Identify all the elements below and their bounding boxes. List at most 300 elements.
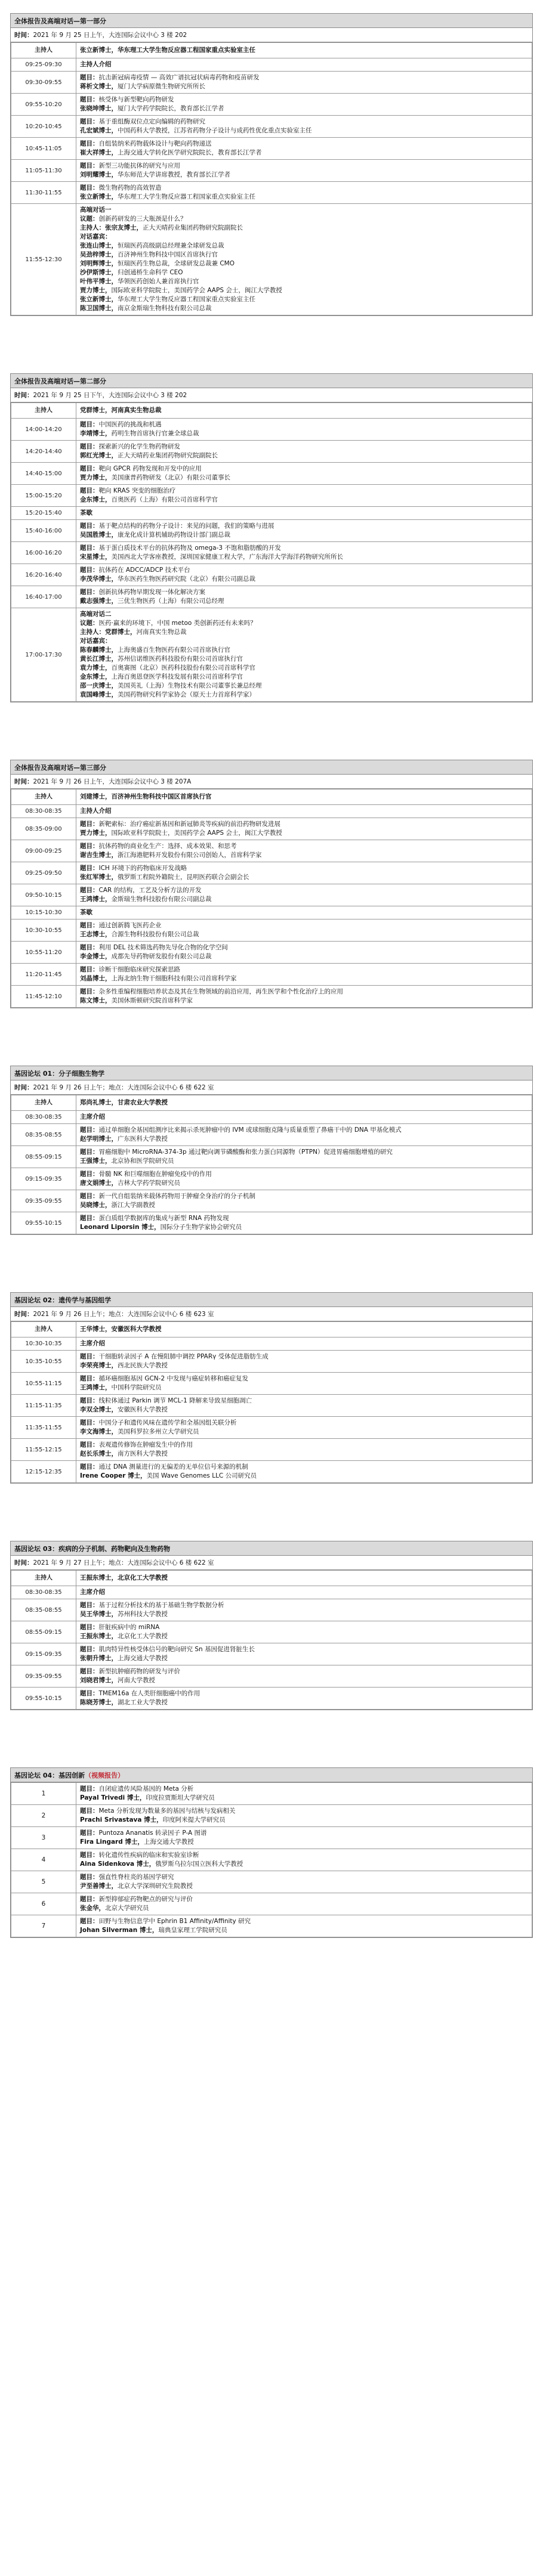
detail-text: TMEM16a 在人类肝细胞癌中的作用 [98, 1690, 200, 1697]
detail-label: 题目： [80, 522, 99, 530]
time-slot: 09:25-09:30 [11, 58, 76, 72]
detail-label: 邵一庆博士， [80, 682, 118, 689]
talk-details [76, 1783, 532, 1805]
detail-line [80, 1113, 528, 1122]
schedule-row [11, 1849, 532, 1871]
forum-4 [10, 1767, 533, 1938]
detail-label: 题目： [80, 944, 99, 951]
session-1-meta [11, 28, 532, 42]
detail-line [80, 429, 528, 438]
detail-line [80, 295, 528, 304]
time-slot: 10:15-10:30 [11, 906, 76, 919]
detail-text: 北京化工大学教授 [118, 1633, 168, 1640]
detail-line [80, 575, 528, 584]
detail-line [80, 873, 528, 882]
time-slot: 11:55-12:30 [11, 204, 76, 315]
detail-text: 华东理工大学生物反应器工程国家重点实验室主任 [118, 193, 255, 200]
detail-text: 肝脏疾病中的 miRNA [98, 1624, 160, 1631]
detail-label: 题目： [80, 184, 99, 191]
detail-line [80, 82, 528, 91]
forum-2-host-row [11, 1322, 532, 1337]
detail-line [80, 1904, 528, 1913]
detail-text: 新型抑郁症药物靶点的研究与评价 [98, 1896, 193, 1903]
detail-text: 探索新兴的化学生物药物研发 [98, 443, 180, 450]
schedule-row [11, 1461, 532, 1483]
detail-label: 题目： [80, 1193, 99, 1200]
detail-label: 题目： [80, 1463, 99, 1470]
detail-text: 金斯瑞生物科技股份有限公司副总裁 [111, 896, 212, 903]
detail-line [80, 496, 528, 504]
session-3-rows [11, 805, 532, 1008]
detail-label: 议题： [80, 215, 99, 222]
time-slot: 08:55-09:15 [11, 1621, 76, 1643]
detail-text: Puntoza Ananatis 转录因子 P-A 图谱 [98, 1829, 207, 1837]
talk-details [76, 542, 532, 564]
detail-label: 张金华， [80, 1905, 105, 1912]
schedule-row [11, 1439, 532, 1461]
detail-line [80, 268, 528, 277]
talk-details [76, 805, 532, 818]
talk-index: 2 [11, 1805, 76, 1827]
detail-text: 美国科罗拉多州立大学研究员 [118, 1428, 199, 1435]
session-3-table [11, 789, 532, 1008]
detail-line [80, 465, 528, 473]
talk-details [76, 160, 532, 182]
detail-line [80, 104, 528, 113]
session-1-host-row [11, 43, 532, 58]
forum-2-meta-label: 时间： [14, 1311, 33, 1318]
detail-label: 题目： [80, 1624, 99, 1631]
detail-text: 安徽医科大学教授 [118, 1406, 168, 1413]
detail-text: 通过单细胞全基因组测序比来揭示杀死肿瘤中的 IVM 或球细胞克隆与质量重塑了鼻癌干中的 DNA 甲基化模式 [98, 1126, 402, 1134]
detail-line [80, 1157, 528, 1166]
schedule-row [11, 1417, 532, 1439]
detail-label: Aina Sidenkova 博士， [80, 1860, 156, 1868]
detail-label: 题目： [80, 589, 99, 596]
host-label: 主持人 [11, 403, 76, 419]
schedule-row [11, 862, 532, 884]
host-label: 主持人 [11, 1571, 76, 1586]
forum-3-meta-text: 2021 年 9 月 27 日上午；地点：大连国际会议中心 6 楼 622 室 [33, 1559, 214, 1566]
detail-text: 吉林大学药学院研究员 [118, 1179, 180, 1187]
detail-text: 上海交通大学教授 [143, 1838, 194, 1846]
time-slot: 08:30-08:35 [11, 1111, 76, 1124]
detail-text: 新型三功能抗体的研究与应用 [98, 162, 180, 169]
detail-label: Johan Silverman 博士， [80, 1927, 159, 1934]
detail-label: Irene Cooper 博士， [80, 1472, 147, 1479]
session-3-meta-label: 时间： [14, 778, 33, 785]
detail-text: 基于蛋白质技术平台的抗体药物及 omega-3 不饱和脂肪酸的开发 [98, 544, 281, 552]
detail-label: 题目： [80, 821, 99, 828]
schedule-row [11, 1599, 532, 1621]
detail-text: 俄罗斯工程院外籍院士，昆明医药联合会副会长 [118, 874, 249, 881]
detail-line [80, 597, 528, 606]
schedule-row [11, 1893, 532, 1915]
detail-line [80, 1838, 528, 1847]
session-1-meta-text: 2021 年 9 月 25 日上午，大连国际会议中心 3 楼 202 [33, 32, 187, 39]
schedule-row [11, 542, 532, 564]
detail-label: 黄长江博士， [80, 655, 118, 662]
detail-line [80, 965, 528, 974]
detail-label: 贾力博士， [80, 474, 112, 481]
talk-details [76, 1805, 532, 1827]
detail-text: 河南大学教授 [118, 1677, 155, 1684]
detail-label: 高端对话二 [80, 611, 112, 618]
schedule-row [11, 116, 532, 138]
detail-line [80, 619, 528, 628]
detail-label: 题目： [80, 1852, 99, 1859]
forum-1-meta-label: 时间： [14, 1084, 33, 1091]
detail-text: 上海交通大学转化医学研究院院长，教育部长江学者 [118, 149, 262, 156]
detail-line [80, 930, 528, 939]
detail-line [80, 1397, 528, 1405]
detail-text: 北京大学研究员 [105, 1905, 149, 1912]
detail-text: 北京大学深圳研究生院教授 [118, 1883, 193, 1890]
schedule-row [11, 1586, 532, 1599]
detail-label: 题目： [80, 74, 99, 81]
detail-label: 王振东博士， [80, 1633, 118, 1640]
session-1-table [11, 42, 532, 315]
talk-details [76, 1190, 532, 1212]
schedule-row [11, 520, 532, 542]
schedule-row [11, 840, 532, 862]
detail-label: 题目： [80, 566, 99, 574]
time-slot: 15:20-15:40 [11, 507, 76, 520]
detail-line [80, 974, 528, 983]
session-1-meta-label: 时间： [14, 32, 33, 39]
session-2-rows [11, 419, 532, 702]
detail-label: 主持人：张宗友博士， [80, 224, 143, 231]
schedule-row [11, 1212, 532, 1234]
detail-line [80, 1895, 528, 1904]
session-2-meta-label: 时间： [14, 392, 33, 399]
talk-details [76, 1373, 532, 1395]
detail-label: 刘明辉博士， [80, 260, 118, 267]
detail-label: 茶歇 [80, 909, 92, 916]
session-3-host-row [11, 789, 532, 805]
talk-details [76, 862, 532, 884]
detail-label: 主持人介绍 [80, 61, 112, 68]
talk-details [76, 58, 532, 72]
time-slot: 09:35-09:55 [11, 1190, 76, 1212]
time-slot: 14:00-14:20 [11, 419, 76, 441]
time-slot: 11:35-11:55 [11, 1417, 76, 1439]
talk-details [76, 1146, 532, 1168]
detail-label: 李茂华博士， [80, 575, 118, 583]
detail-label: 张晓坤博士， [80, 105, 118, 112]
schedule-row [11, 58, 532, 72]
talk-details [76, 463, 532, 485]
detail-label: 题目： [80, 922, 99, 929]
detail-text: 恒瑞医药生物总裁，全球研发总裁兼 CMO [118, 260, 235, 267]
talk-details [76, 1337, 532, 1351]
schedule-row [11, 1124, 532, 1146]
detail-label: 唐文娟博士， [80, 1179, 118, 1187]
detail-label: 王鸿博士， [80, 1384, 112, 1391]
detail-text: 成都先导药物研发股份有限公司总裁 [111, 953, 212, 960]
detail-line [80, 171, 528, 179]
forum-4-title-main: 基因论坛 04：基因创新 [14, 1772, 85, 1779]
detail-text: 俄罗斯乌拉尔国立医科大学教授 [155, 1860, 243, 1868]
schedule-row [11, 1688, 532, 1710]
detail-label: 题目： [80, 1646, 99, 1653]
time-slot: 09:55-10:20 [11, 94, 76, 116]
detail-line [80, 162, 528, 171]
detail-line [80, 277, 528, 286]
time-slot: 10:55-11:20 [11, 942, 76, 964]
detail-label: 题目： [80, 1602, 99, 1609]
forum-1-rows [11, 1111, 532, 1234]
detail-label: 金东博士， [80, 673, 112, 680]
host-name: 刘建博士，百济神州生物科技中国区首席执行官 [76, 789, 532, 805]
schedule-row [11, 1351, 532, 1373]
schedule-row [11, 1190, 532, 1212]
forum-2-title: 基因论坛 02：遗传学与基因组学 [11, 1293, 532, 1307]
detail-text: 基于过程分析技术的基于基础生物学数据分析 [98, 1602, 224, 1609]
detail-text: 中国科学院研究员 [111, 1384, 162, 1391]
talk-details [76, 1111, 532, 1124]
schedule-row [11, 586, 532, 608]
schedule-row [11, 1871, 532, 1893]
detail-label: 题目： [80, 1918, 99, 1925]
host-label: 主持人 [11, 43, 76, 58]
talk-details [76, 1461, 532, 1483]
detail-text: 浙江海港肥料开发股份有限公司创始人，首席科学家 [118, 852, 262, 859]
detail-text: 归创通桥生命科学 CEO [118, 269, 183, 276]
schedule-row [11, 182, 532, 204]
talk-details [76, 1849, 532, 1871]
detail-line [80, 509, 528, 518]
schedule-row [11, 942, 532, 964]
detail-line [80, 1917, 528, 1926]
talk-details [76, 1827, 532, 1849]
detail-label: 题目： [80, 1126, 99, 1134]
talk-details [76, 586, 532, 608]
talk-details [76, 1212, 532, 1234]
forum-3-rows [11, 1586, 532, 1710]
time-slot: 16:40-17:00 [11, 586, 76, 608]
schedule-row [11, 1621, 532, 1643]
detail-text: 抗体药在 ADCC/ADCP 技术平台 [98, 566, 190, 574]
detail-text: 南方医科大学教授 [118, 1450, 168, 1457]
detail-line [80, 1654, 528, 1663]
detail-line [80, 1689, 528, 1698]
talk-details [76, 1893, 532, 1915]
detail-label: 陈卫国博士， [80, 305, 118, 312]
session-2-host-row [11, 403, 532, 419]
detail-line [80, 1676, 528, 1685]
detail-text: Meta 分析发现为数量多的基因与结核与发病相关 [98, 1807, 236, 1815]
detail-label: 题目： [80, 1668, 99, 1675]
forum-3-meta-label: 时间： [14, 1559, 33, 1566]
detail-label: 题目： [80, 96, 99, 103]
detail-text: 自组装纳米药物载体设计与靶向药物递送 [98, 140, 212, 147]
time-slot: 08:55-09:15 [11, 1146, 76, 1168]
talk-details [76, 507, 532, 520]
detail-label: Fira Lingard 博士， [80, 1838, 144, 1846]
detail-label: 吴国胜博士， [80, 531, 118, 538]
talk-index: 6 [11, 1893, 76, 1915]
talk-details [76, 942, 532, 964]
detail-label: 刘晶博士， [80, 975, 112, 982]
talk-details [76, 485, 532, 507]
detail-label: 题目： [80, 1397, 99, 1404]
detail-text: 表观遗传修饰在肿瘤发生中的作用 [98, 1441, 193, 1448]
detail-text: 印度拉贾斯坦大学研究员 [146, 1794, 215, 1801]
time-slot: 16:20-16:40 [11, 564, 76, 586]
schedule-row [11, 1827, 532, 1849]
detail-label: 题目： [80, 118, 99, 125]
time-slot: 10:35-10:55 [11, 1351, 76, 1373]
detail-label: 王志博士， [80, 931, 112, 938]
detail-label: 吴晓博士， [80, 1202, 112, 1209]
schedule-row [11, 160, 532, 182]
schedule-row [11, 94, 532, 116]
forum-3-table [11, 1570, 532, 1710]
detail-line [80, 184, 528, 193]
detail-line [80, 842, 528, 851]
forum-3 [10, 1541, 533, 1710]
session-2-table [11, 402, 532, 702]
schedule-row [11, 608, 532, 702]
detail-label: 赵长乐博士， [80, 1450, 118, 1457]
talk-details [76, 1665, 532, 1688]
detail-text: 合源生物科技股份有限公司总裁 [111, 931, 199, 938]
detail-text: 骨髓 NK 和巨噬细胞在肿瘤免疫中的作用 [98, 1171, 212, 1178]
detail-line [80, 1374, 528, 1383]
detail-label: 孔宏斌博士， [80, 127, 118, 134]
detail-text: 田野与生物信息学中 Ephrin B1 Affinity/Affinity 研究 [98, 1918, 251, 1925]
detail-line [80, 531, 528, 540]
detail-text: 华东医药生物医药研究院（北京）有限公司副总裁 [118, 575, 255, 583]
detail-line [80, 1179, 528, 1188]
detail-line [80, 1361, 528, 1370]
detail-label: 李荣亮博士， [80, 1362, 118, 1369]
detail-line [80, 553, 528, 562]
detail-text: 百济神州生物科技中国区首席执行官 [118, 251, 218, 258]
time-slot: 11:45-12:10 [11, 986, 76, 1008]
detail-line [80, 148, 528, 157]
detail-line [80, 820, 528, 829]
detail-line [80, 829, 528, 838]
detail-label: 李金博士， [80, 953, 112, 960]
detail-label: 王鸿博士， [80, 896, 112, 903]
detail-line [80, 628, 528, 637]
detail-text: 抗击新冠病毒疫情 — 高效广谱抗冠状病毒药物和疫苗研发 [98, 74, 260, 81]
schedule-row [11, 204, 532, 315]
time-slot: 10:30-10:55 [11, 919, 76, 942]
detail-label: 题目： [80, 1441, 99, 1448]
detail-line [80, 487, 528, 496]
detail-text: 靶向 KRAS 突变的细胞治疗 [98, 487, 176, 494]
detail-line [80, 895, 528, 904]
talk-details [76, 1915, 532, 1937]
talk-details [76, 1621, 532, 1643]
detail-line [80, 996, 528, 1005]
detail-line [80, 943, 528, 952]
detail-line [80, 1170, 528, 1179]
detail-label: 题目： [80, 465, 99, 472]
detail-line [80, 126, 528, 135]
time-slot: 11:05-11:30 [11, 160, 76, 182]
talk-details [76, 1871, 532, 1893]
detail-line [80, 886, 528, 895]
talk-index: 5 [11, 1871, 76, 1893]
schedule-row [11, 138, 532, 160]
detail-label: 李文海博士， [80, 1428, 118, 1435]
detail-text: 强直性脊柱炎的基因学研究 [98, 1874, 174, 1881]
time-slot: 08:35-09:00 [11, 818, 76, 840]
talk-details [76, 1586, 532, 1599]
detail-line [80, 1829, 528, 1838]
detail-label: 主席介绍 [80, 1589, 105, 1596]
detail-line [80, 952, 528, 961]
talk-details [76, 1124, 532, 1146]
forum-1 [10, 1066, 533, 1235]
time-slot: 11:20-11:45 [11, 964, 76, 986]
detail-text: 湖北工业大学教授 [118, 1699, 168, 1706]
detail-label: 崔大祥博士， [80, 149, 118, 156]
detail-line [80, 1632, 528, 1641]
detail-line [80, 242, 528, 250]
talk-details [76, 840, 532, 862]
detail-line [80, 206, 528, 215]
detail-line [80, 637, 528, 646]
host-name: 王华博士，安徽医科大学教授 [76, 1322, 532, 1337]
forum-3-meta [11, 1556, 532, 1570]
time-slot: 08:30-08:35 [11, 805, 76, 818]
detail-label: 题目： [80, 487, 99, 494]
talk-details [76, 964, 532, 986]
schedule-row [11, 906, 532, 919]
host-name: 张立新博士，华东理工大学生物反应器工程国家重点实验室主任 [76, 43, 532, 58]
detail-line [80, 1794, 528, 1803]
detail-label: 贾力博士， [80, 287, 112, 294]
detail-line [80, 60, 528, 69]
detail-line [80, 286, 528, 295]
detail-line [80, 908, 528, 917]
detail-label: 李双全博士， [80, 1406, 118, 1413]
detail-text: 苏州科技大学教授 [118, 1611, 168, 1618]
schedule-row [11, 986, 532, 1008]
time-slot: 17:00-17:30 [11, 608, 76, 702]
talk-details [76, 986, 532, 1008]
detail-text: 华领医药创始人兼首席执行官 [118, 278, 199, 285]
detail-label: 题目： [80, 988, 99, 995]
detail-line [80, 1148, 528, 1157]
session-3-title: 全体报告及高端对话—第三部分 [11, 760, 532, 775]
detail-line [80, 233, 528, 242]
detail-text: 基于重组酶双位点定向编辑的药物研究 [98, 118, 205, 125]
schedule-row [11, 805, 532, 818]
detail-line [80, 1667, 528, 1676]
time-slot: 08:35-08:55 [11, 1599, 76, 1621]
forum-2-meta-text: 2021 年 9 月 26 日上午；地点：大连国际会议中心 6 楼 623 室 [33, 1311, 214, 1318]
detail-text: 自闭症遗传风险基因的 Meta 分析 [98, 1785, 194, 1792]
forum-3-host-row [11, 1571, 532, 1586]
schedule-row [11, 564, 532, 586]
detail-line [80, 864, 528, 873]
detail-line [80, 1450, 528, 1459]
detail-text: 厦门大学病原微生物研究所所长 [118, 83, 205, 90]
detail-text: 基于靶点结构的药物分子设计：来见的问题，我们的策略与进展 [98, 522, 274, 530]
talk-details [76, 520, 532, 542]
detail-label: 高端对话一 [80, 206, 112, 213]
talk-details [76, 608, 532, 702]
detail-label: 金东博士， [80, 496, 112, 503]
detail-text: 美国西北大学客座教授，深圳国家健康工程大学，广东海洋大学海洋药物研究所所长 [111, 553, 343, 561]
detail-line [80, 682, 528, 691]
